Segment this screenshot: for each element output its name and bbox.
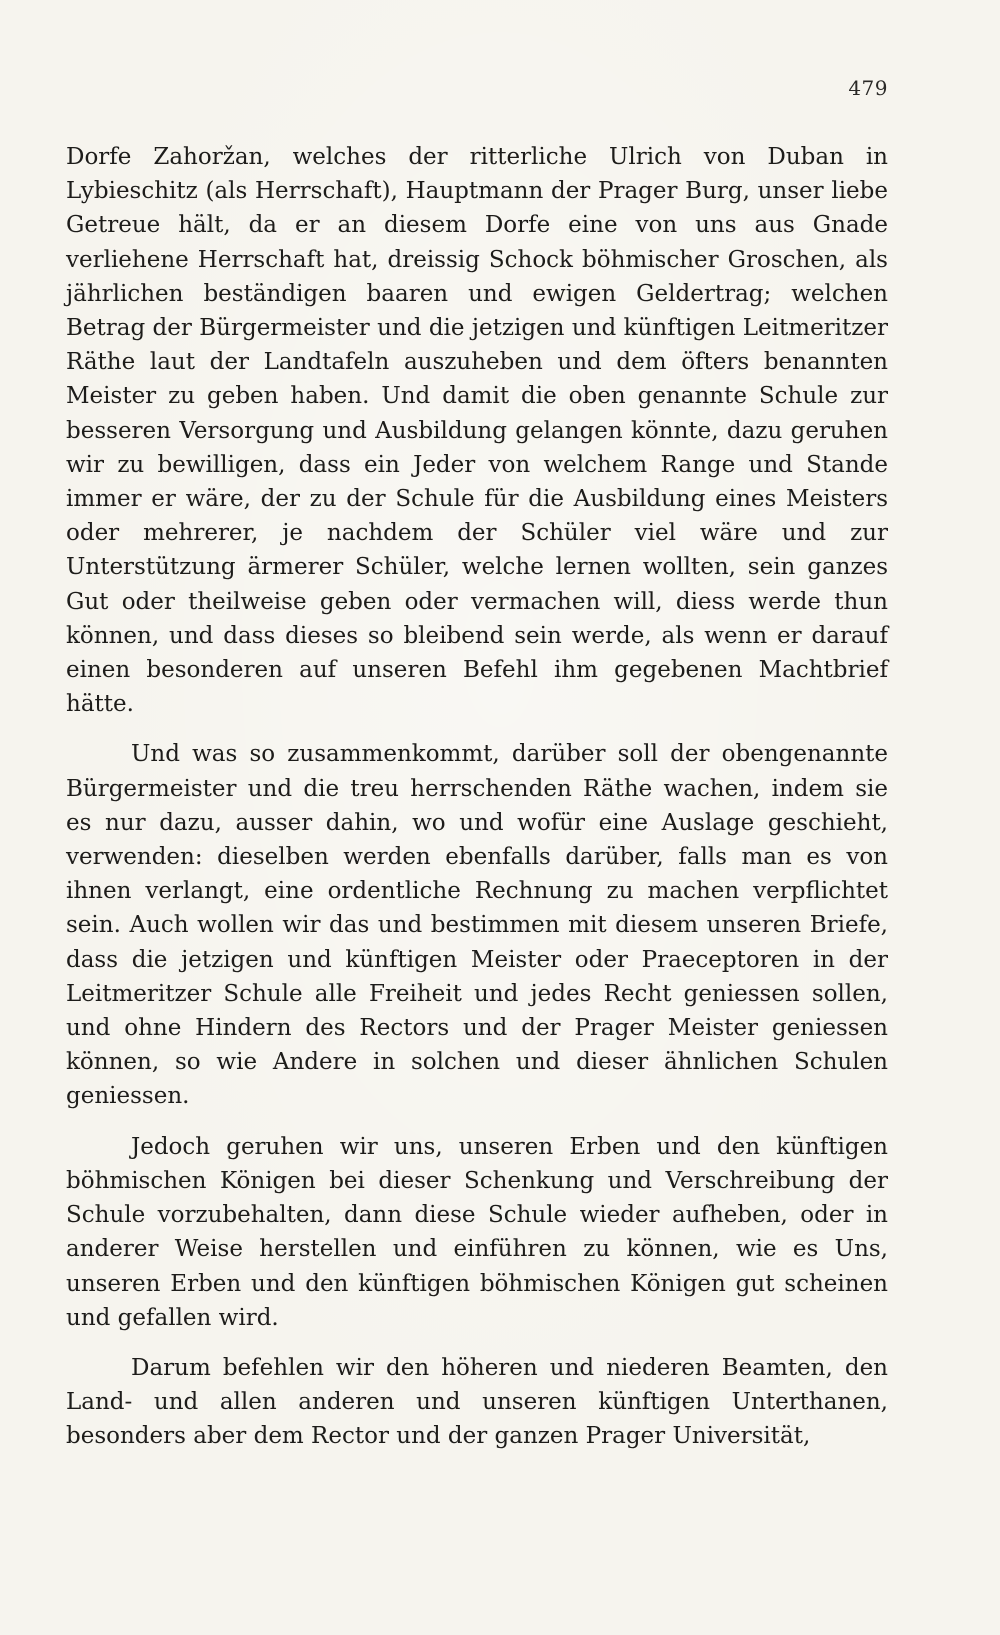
body-text [66,140,888,1454]
paragraph-3: Jedoch geruhen wir uns, unseren Erben und den künftigen böhmischen Königen bei dieser Schenkung und Verschreibung der Schule vorzubehalten, dann diese Schule wieder aufheben, oder in anderer Weise herstellen und einführen zu können, wie es Uns, unseren Erben und den künftigen böhmischen Königen gut scheinen und gefallen wird. [66,1133,888,1331]
paragraph-4: Darum befehlen wir den höheren und niederen Beamten, den Land- und allen anderen und unseren künftigen Unterthanen, besonders aber dem Rector und der ganzen Prager Universität, [66,1354,888,1450]
paragraph-2: Und was so zusammenkommt, darüber soll der obengenannte Bürgermeister und die treu herrschenden Räthe wachen, indem sie es nur dazu, ausser dahin, wo und wofür eine Auslage geschieht, verwenden: dieselben werden ebenfalls darüber, falls man es von ihnen verlangt, eine ordentliche Rechnung zu machen verpflichtet sein. Auch wollen wir das und bestimmen mit diesem unseren Briefe, dass die jetzigen und künftigen Meister oder Praeceptoren in der Leitmeritzer Schule alle Freiheit und jedes Recht geniessen sollen, und ohne Hindern des Rectors und der Prager Meister geniessen können, so wie Andere in solchen und dieser ähnlichen Schulen geniessen. [66,741,888,1110]
paragraph-1: Dorfe Zahoržan, welches der ritterliche Ulrich von Duban in Lybieschitz (als Herrschaft), Hauptmann der Prager Burg, unser liebe Getreue hält, da er an diesem Dorfe eine von uns aus Gnade verliehene Herrschaft hat, dreissig Schock böhmischer Groschen, als jährlichen beständigen baaren und ewigen Geldertrag; welchen Betrag der Bürgermeister und die jetzigen und künftigen Leitmeritzer Räthe laut der Landtafeln auszuheben und dem öfters benannten Meister zu geben haben. Und damit die oben genannte Schule zur besseren Versorgung und Ausbildung gelangen könnte, dazu geruhen wir zu bewilligen, dass ein Jeder von welchem Range und Stande immer er wäre, der zu der Schule für die Ausbildung eines Meisters oder mehrerer, je nachdem der Schüler viel wäre und zur Unterstützung ärmerer Schüler, welche lernen wollten, sein ganzes Gut oder theilweise geben oder vermachen will, diess werde thun können, und dass dieses so bleibend sein werde, als wenn er darauf einen besonderen auf unseren Befehl ihm gegebenen Machtbrief hätte. [66,144,888,718]
page-number: 479 [848,76,888,100]
